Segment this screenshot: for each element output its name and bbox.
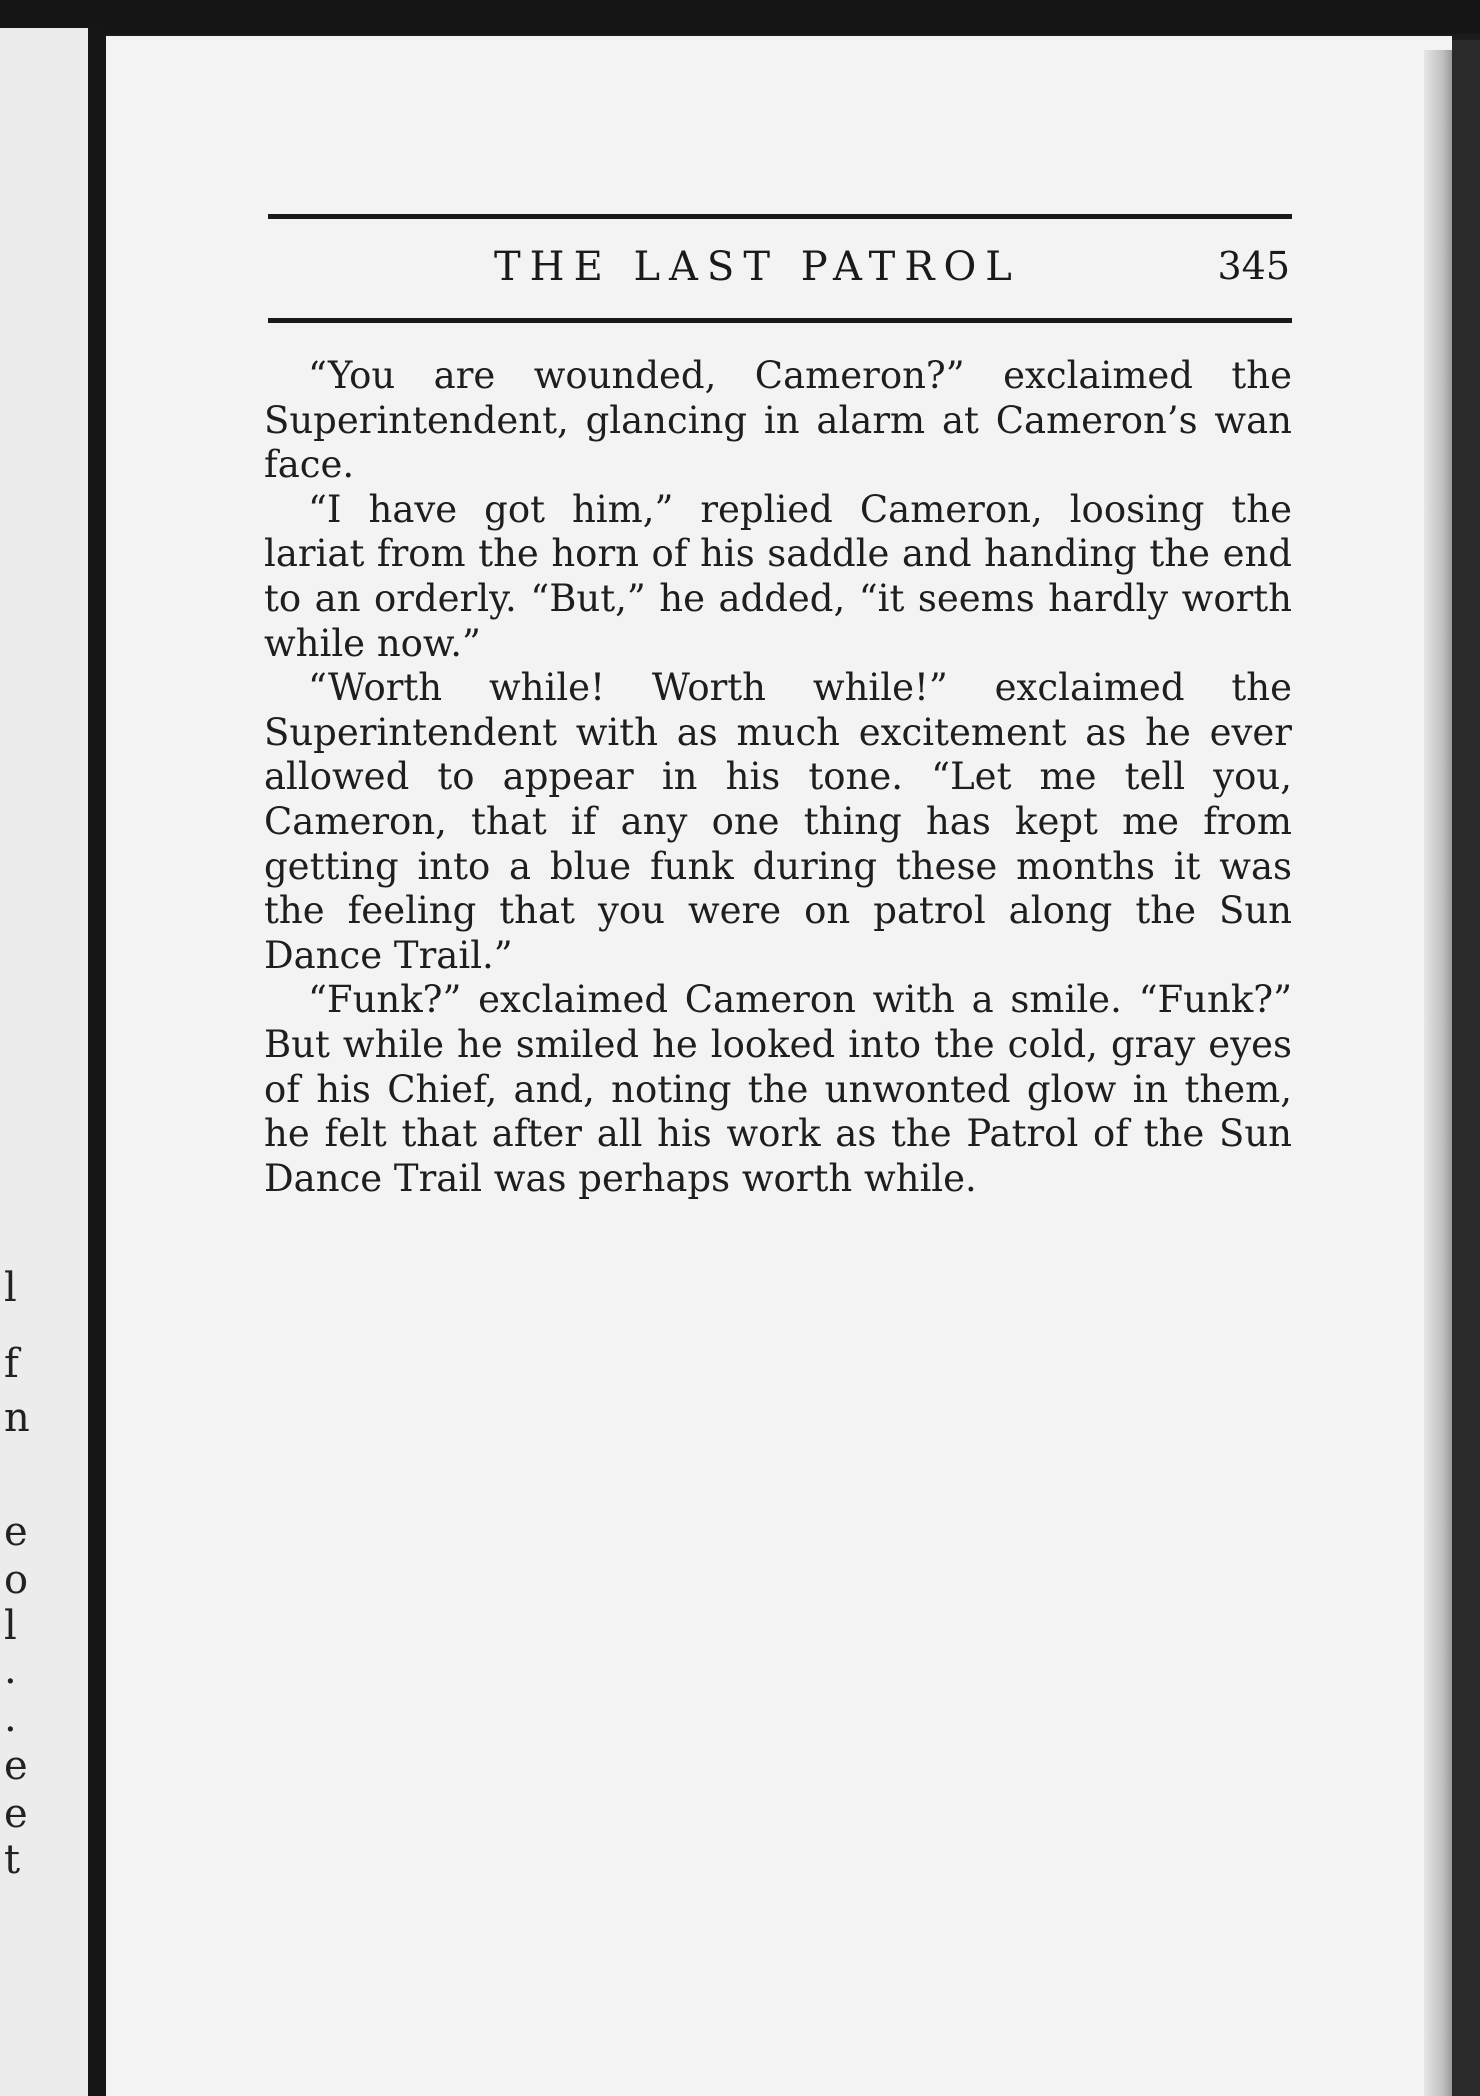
scan-top-band xyxy=(0,0,1480,34)
header-rule-top xyxy=(268,214,1292,219)
facing-page-fragment: l xyxy=(4,1265,17,1311)
paragraph: “Worth while! Worth while!” exclaimed the Superintendent with as much excitement as he ever allowed to appear in his tone. “Let me tell you, Cameron, that if any one thing has kept me from getting into a blue funk during these months it was the feeling that you were on patrol along the Sun Dance Trail.” xyxy=(264,666,1292,977)
facing-page-fragment: o xyxy=(4,1557,29,1603)
paragraph: “You are wounded, Cameron?” exclaimed the Superintendent, glancing in alarm at Cameron’s wan face. xyxy=(264,354,1292,487)
header-rule-bottom xyxy=(268,318,1292,323)
page-number: 345 xyxy=(1217,244,1290,288)
book-gutter xyxy=(88,28,106,2096)
facing-page-fragment: e xyxy=(4,1509,28,1555)
running-head-title: THE LAST PATROL xyxy=(494,244,1021,290)
facing-page-edge xyxy=(0,28,92,2096)
facing-page-fragment: t xyxy=(4,1837,21,1883)
page-edge-shadow xyxy=(1424,50,1452,2096)
facing-page-fragment: . xyxy=(4,1695,17,1741)
paragraph: “I have got him,” replied Cameron, loosing the lariat from the horn of his saddle and handing the end to an orderly. “But,” he added, “it seems hardly worth while now.” xyxy=(264,487,1292,665)
scan-right-border xyxy=(1452,40,1480,2096)
facing-page-fragment: n xyxy=(4,1395,30,1441)
facing-page-fragment: e xyxy=(4,1791,28,1837)
facing-page-fragment: f xyxy=(4,1341,19,1387)
paragraph: “Funk?” exclaimed Cameron with a smile. “Funk?” But while he smiled he looked into the cold, gray eyes of his Chief, and, noting the unwonted glow in them, he felt that after all his work as the Patrol of the Sun Dance Trail was perhaps worth while. xyxy=(264,978,1292,1200)
facing-page-fragment: e xyxy=(4,1743,28,1789)
body-text xyxy=(264,354,1292,1201)
facing-page-fragment: . xyxy=(4,1647,17,1693)
facing-page-fragment: l xyxy=(4,1603,17,1649)
running-head xyxy=(268,240,1292,300)
